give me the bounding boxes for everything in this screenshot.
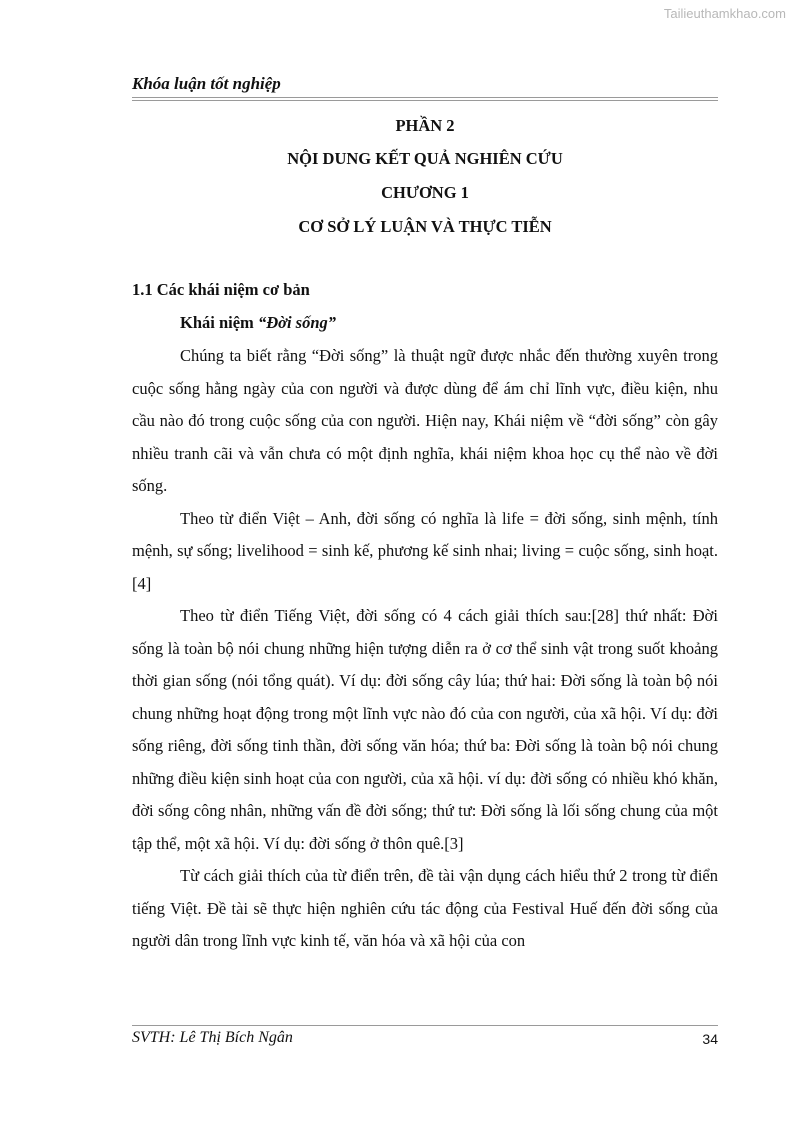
- paragraph: Theo từ điển Việt – Anh, đời sống có nghĩa là life = đời sống, sinh mệnh, tính mệnh, sự sống; livelihood = sinh kế, phương kế sinh nhai; living = cuộc sống, sinh hoạt.[4]: [132, 508, 718, 593]
- footer-rule: [132, 1025, 718, 1026]
- part-label: PHẦN 2: [395, 116, 455, 135]
- watermark-text: Tailieuthamkhao.com: [663, 6, 786, 21]
- paragraph: Chúng ta biết rằng “Đời sống” là thuật ngữ được nhắc đến thường xuyên trong cuộc sống hằng ngày của con người và được dùng để ám chỉ lĩnh vực, điều kiện, nhu cầu nào đó trong cuộc sống của con người. Hiện nay, Khái niệm về “đời sống” còn gây nhiều tranh cãi và vẫn chưa có một định nghĩa, khái niệm khoa học cụ thể nào về đời sống.: [132, 346, 718, 495]
- header-rule-bottom: [132, 100, 718, 101]
- chapter-title: CƠ SỞ LÝ LUẬN VÀ THỰC TIỄN: [298, 217, 552, 236]
- paragraph: Theo từ điển Tiếng Việt, đời sống có 4 cách giải thích sau:[28] thứ nhất: Đời sống là toàn bộ nói chung những hiện tượng diễn ra ở cơ thể sinh vật trong suốt khoảng thời gian sống (nói tổng quát). Ví dụ: đời sống cây lúa; thứ hai: Đời sống là toàn bộ nói chung những hoạt động trong một lĩnh vực nào đó của con người, của xã hội. Ví dụ: đời sống riêng, đời sống tinh thần, đời sống văn hóa; thứ ba: Đời sống là toàn bộ nói chung những điều kiện sinh hoạt của con người, của xã hội. ví dụ: đời sống có nhiều khó khăn, đời sống công nhân, những vấn đề đời sống; thứ tư: Đời sống là lối sống chung của một tập thể, một xã hội. Ví dụ: đời sống ở thôn quê.[3]: [132, 606, 718, 853]
- body-text: [132, 340, 718, 958]
- part-title: NỘI DUNG KẾT QUẢ NGHIÊN CỨU: [287, 149, 563, 168]
- header-rule-top: [132, 97, 718, 98]
- header-title: Khóa luận tốt nghiệp: [132, 74, 281, 93]
- subheading-prefix: Khái niệm: [180, 313, 254, 332]
- paragraph: Từ cách giải thích của từ điển trên, đề tài vận dụng cách hiểu thứ 2 trong từ điển tiếng Việt. Đề tài sẽ thực hiện nghiên cứu tác động của Festival Huế đến đời sống của người dân trong lĩnh vực kinh tế, văn hóa và xã hội của con: [132, 866, 718, 950]
- footer-author: SVTH: Lê Thị Bích Ngân: [132, 1029, 293, 1046]
- subheading-term: “Đời sống”: [257, 313, 337, 332]
- chapter-label: CHƯƠNG 1: [381, 183, 469, 202]
- subheading: [180, 313, 336, 333]
- page-number: 34: [702, 1031, 718, 1047]
- section-heading: 1.1 Các khái niệm cơ bản: [132, 280, 310, 299]
